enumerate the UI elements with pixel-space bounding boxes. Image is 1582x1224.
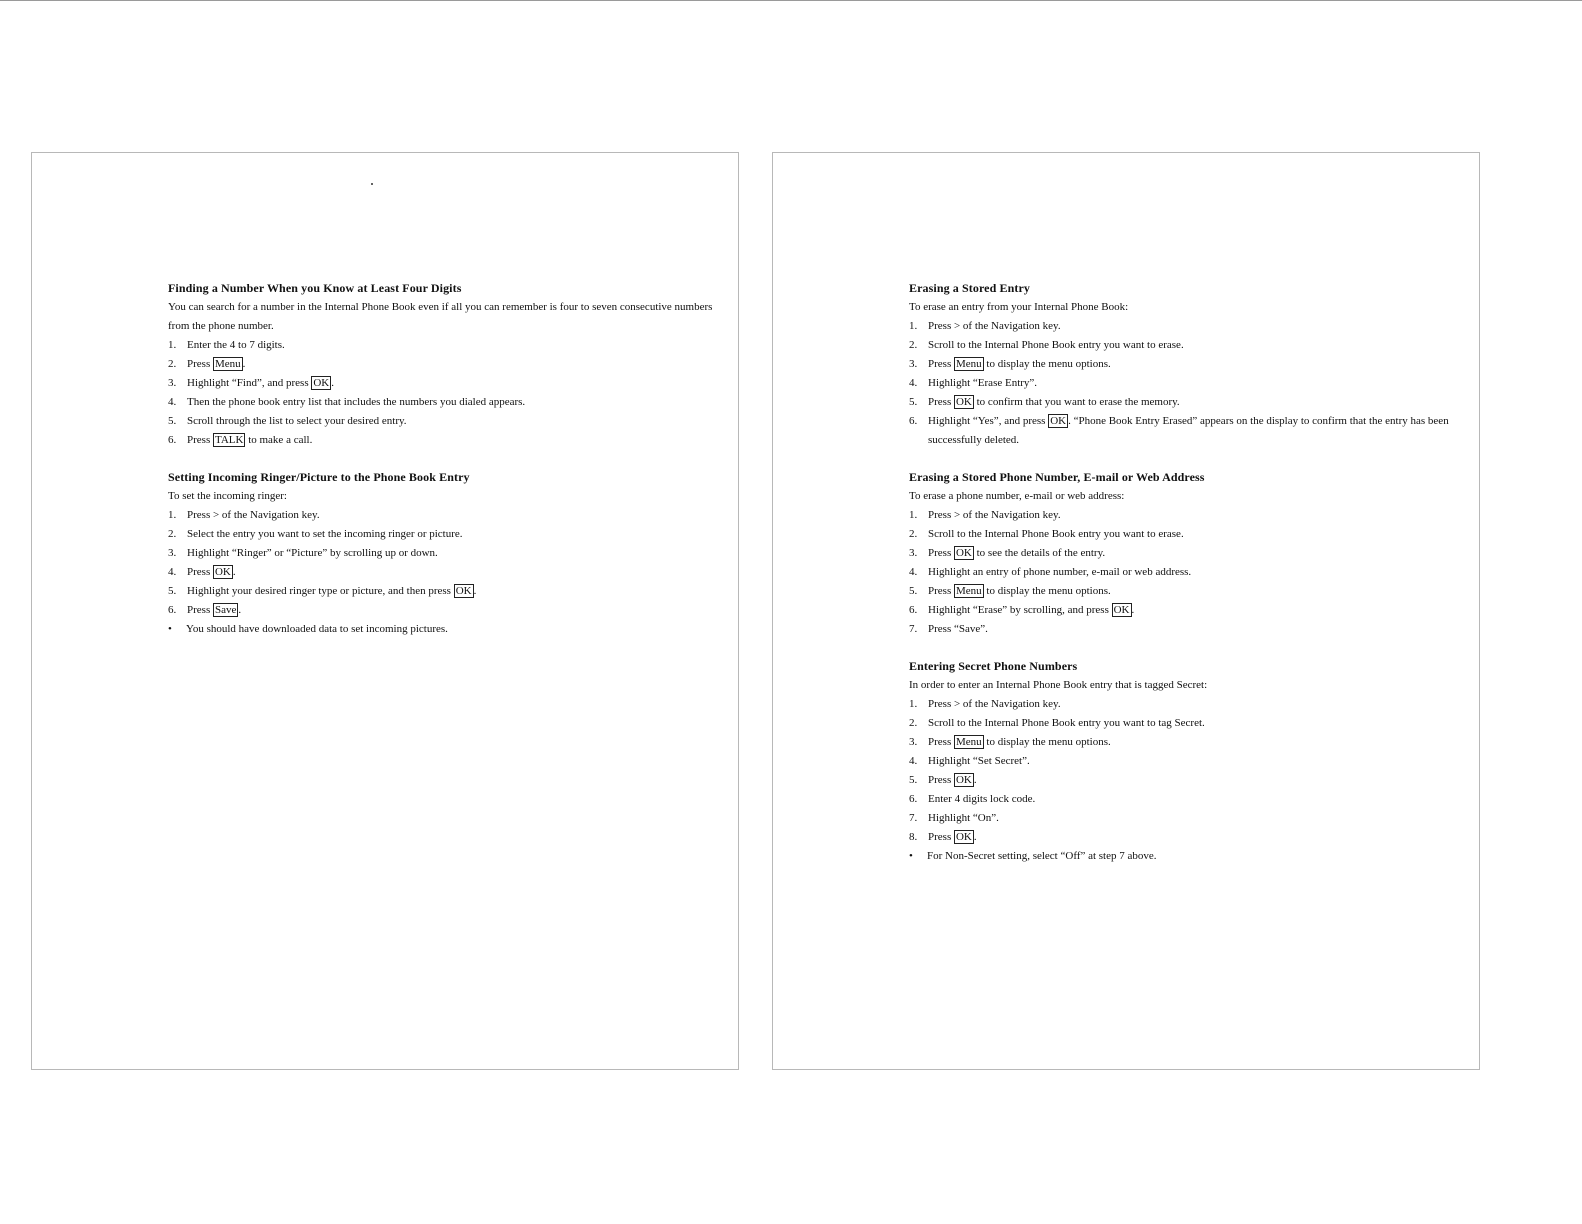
step-text	[187, 506, 728, 525]
step-text	[928, 771, 1469, 790]
step-text-before: Press	[187, 566, 213, 578]
list-item	[168, 544, 728, 563]
step-text-after: .	[1131, 604, 1135, 616]
key-label: OK	[1050, 415, 1067, 427]
section-heading: Setting Incoming Ringer/Picture to the Phone Book Entry	[168, 470, 470, 484]
step-text-before: Scroll to the Internal Phone Book entry you want to erase.	[928, 528, 1184, 540]
step-text	[187, 412, 728, 431]
step-text	[928, 790, 1469, 809]
key-label: OK	[955, 547, 972, 559]
step-text	[928, 620, 1469, 639]
list-item	[909, 412, 1469, 450]
left-page	[31, 152, 739, 1070]
list-item	[168, 525, 728, 544]
list-item	[168, 412, 728, 431]
step-text-before: Press	[928, 358, 954, 370]
step-text-after: .	[242, 358, 246, 370]
section	[909, 279, 1469, 450]
list-item	[909, 506, 1469, 525]
list-item	[168, 601, 728, 620]
step-text	[928, 374, 1469, 393]
step-text-before: Highlight “Yes”, and press	[928, 415, 1049, 427]
step-text	[187, 355, 728, 374]
step-text-after: to see the details of the entry.	[973, 547, 1106, 559]
key-label: Save	[214, 604, 237, 616]
step-text-before: Press	[928, 774, 954, 786]
step-text-before: Press	[928, 736, 954, 748]
step-text-before: Highlight “Erase” by scrolling, and press	[928, 604, 1112, 616]
list-item	[909, 733, 1469, 752]
bullet-list	[909, 847, 1469, 866]
step-number: 2.	[909, 717, 918, 729]
key-label: OK	[214, 566, 231, 578]
step-text-before: Enter the 4 to 7 digits.	[187, 339, 285, 351]
step-text-before: Enter 4 digits lock code.	[928, 793, 1036, 805]
step-number: 4.	[909, 377, 918, 389]
step-text-before: Highlight “Erase Entry”.	[928, 377, 1038, 389]
bullet-list	[168, 620, 728, 639]
list-item	[909, 582, 1469, 601]
section-heading: Entering Secret Phone Numbers	[909, 659, 1078, 673]
list-item	[909, 544, 1469, 563]
step-text	[928, 355, 1469, 374]
step-list	[909, 695, 1469, 847]
step-text-after: .	[473, 585, 477, 597]
step-text-after: .	[331, 377, 334, 389]
list-item	[909, 752, 1469, 771]
key-label: OK	[1113, 604, 1130, 616]
step-list	[909, 317, 1469, 450]
key-label: Menu	[955, 358, 982, 370]
step-text	[928, 393, 1469, 412]
step-text	[928, 544, 1469, 563]
list-item	[168, 563, 728, 582]
step-text	[928, 582, 1469, 601]
list-item	[168, 582, 728, 601]
step-text-before: Scroll to the Internal Phone Book entry you want to erase.	[928, 339, 1184, 351]
step-number: 5.	[909, 585, 918, 597]
section-heading: Finding a Number When you Know at Least Four Digits	[168, 281, 462, 295]
step-number: 3.	[168, 547, 177, 559]
list-item	[909, 355, 1469, 374]
step-text-before: Press	[187, 358, 213, 370]
step-number: 3.	[909, 358, 918, 370]
step-number: 1.	[909, 698, 918, 710]
step-text-after: .	[232, 566, 236, 578]
section-heading: Erasing a Stored Entry	[909, 281, 1030, 295]
bullet-item	[909, 847, 1469, 866]
list-item	[909, 695, 1469, 714]
list-item	[909, 809, 1469, 828]
step-number: 6.	[909, 793, 918, 805]
section-intro: To erase an entry from your Internal Phone Book:	[909, 301, 1129, 313]
step-text	[187, 563, 728, 582]
step-text-before: Highlight an entry of phone number, e-mail or web address.	[928, 566, 1192, 578]
list-item	[909, 317, 1469, 336]
step-text	[928, 506, 1469, 525]
step-number: 1.	[909, 509, 918, 521]
step-text	[928, 809, 1469, 828]
section-intro: In order to enter an Internal Phone Book entry that is tagged Secret:	[909, 679, 1208, 691]
step-text-before: Press > of the Navigation key.	[928, 698, 1061, 710]
step-number: 3.	[909, 736, 918, 748]
step-text	[187, 336, 728, 355]
key-label: TALK	[214, 434, 244, 446]
section-intro: To erase a phone number, e-mail or web address:	[909, 490, 1125, 502]
key-label: OK	[313, 377, 330, 389]
key-label: Menu	[214, 358, 241, 370]
list-item	[909, 828, 1469, 847]
list-item	[909, 620, 1469, 639]
step-text-after: .	[973, 831, 977, 843]
left-page-content	[168, 279, 728, 657]
list-item	[909, 374, 1469, 393]
list-item	[909, 601, 1469, 620]
step-text-after: to display the menu options.	[983, 358, 1111, 370]
step-text	[187, 544, 728, 563]
step-number: 6.	[168, 604, 177, 616]
step-number: 6.	[168, 434, 177, 446]
step-number: 2.	[168, 528, 177, 540]
step-text-before: Select the entry you want to set the incoming ringer or picture.	[187, 528, 463, 540]
key-label: Menu	[955, 585, 982, 597]
step-text	[928, 563, 1469, 582]
list-item	[168, 336, 728, 355]
section	[168, 279, 728, 450]
bullet-text: You should have downloaded data to set incoming pictures.	[186, 623, 448, 635]
step-number: 7.	[909, 812, 918, 824]
step-number: 6.	[909, 415, 918, 427]
list-item	[909, 525, 1469, 544]
bullet-mark: •	[168, 623, 172, 635]
step-text-after: . “Phone Book Entry Erased” appears on the display to confirm that the entry has been successfully deleted.	[928, 415, 1449, 446]
step-text	[187, 374, 728, 393]
step-text-before: Highlight your desired ringer type or picture, and then press	[187, 585, 454, 597]
stray-dot	[371, 183, 373, 185]
step-text-before: Scroll through the list to select your desired entry.	[187, 415, 407, 427]
step-text-before: Press	[928, 831, 954, 843]
list-item	[909, 563, 1469, 582]
step-list	[168, 336, 728, 450]
section	[909, 657, 1469, 866]
step-text	[187, 601, 728, 620]
step-number: 1.	[909, 320, 918, 332]
step-number: 1.	[168, 509, 177, 521]
step-text-after: to display the menu options.	[983, 585, 1111, 597]
step-text	[928, 525, 1469, 544]
step-text	[928, 601, 1469, 620]
step-number: 2.	[909, 528, 918, 540]
step-text-after: to make a call.	[245, 434, 313, 446]
step-number: 8.	[909, 831, 918, 843]
step-number: 4.	[909, 755, 918, 767]
step-text-before: Press	[187, 434, 213, 446]
list-item	[909, 790, 1469, 809]
step-text	[928, 412, 1469, 450]
list-item	[909, 393, 1469, 412]
step-text-after: .	[973, 774, 977, 786]
list-item	[909, 336, 1469, 355]
step-list	[168, 506, 728, 620]
list-item	[909, 714, 1469, 733]
step-text-before: Press	[928, 547, 954, 559]
bullet-item	[168, 620, 728, 639]
step-text-before: Press	[928, 396, 954, 408]
step-text-before: Highlight “Ringer” or “Picture” by scrolling up or down.	[187, 547, 438, 559]
step-text	[187, 582, 728, 601]
key-label: Menu	[955, 736, 982, 748]
step-text-before: Press > of the Navigation key.	[928, 509, 1061, 521]
step-text	[187, 431, 728, 450]
step-number: 4.	[168, 566, 177, 578]
section	[909, 468, 1469, 639]
top-rule	[0, 0, 1582, 1]
right-page	[772, 152, 1480, 1070]
bullet-text: For Non-Secret setting, select “Off” at step 7 above.	[927, 850, 1157, 862]
section-intro: To set the incoming ringer:	[168, 490, 287, 502]
key-label: OK	[955, 774, 972, 786]
step-list	[909, 506, 1469, 639]
step-text-before: Highlight “Set Secret”.	[928, 755, 1030, 767]
list-item	[168, 393, 728, 412]
right-page-content	[909, 279, 1469, 884]
section	[168, 468, 728, 639]
step-text-before: Press > of the Navigation key.	[187, 509, 320, 521]
step-number: 5.	[909, 774, 918, 786]
step-number: 7.	[909, 623, 918, 635]
step-text-before: Press “Save”.	[928, 623, 988, 635]
step-text	[928, 752, 1469, 771]
step-text	[928, 714, 1469, 733]
step-text-before: Highlight “Find”, and press	[187, 377, 312, 389]
step-text-before: Press	[187, 604, 213, 616]
key-label: OK	[955, 396, 972, 408]
step-text-after: .	[238, 604, 242, 616]
step-number: 1.	[168, 339, 177, 351]
step-text-before: Press > of the Navigation key.	[928, 320, 1061, 332]
step-number: 5.	[909, 396, 918, 408]
step-text-before: Then the phone book entry list that includes the numbers you dialed appears.	[187, 396, 526, 408]
step-text	[928, 733, 1469, 752]
step-text-before: Press	[928, 585, 954, 597]
step-text-after: to display the menu options.	[983, 736, 1111, 748]
list-item	[168, 374, 728, 393]
step-text-after: to confirm that you want to erase the memory.	[973, 396, 1180, 408]
list-item	[168, 506, 728, 525]
step-text	[187, 525, 728, 544]
step-text-before: Scroll to the Internal Phone Book entry you want to tag Secret.	[928, 717, 1205, 729]
list-item	[168, 355, 728, 374]
key-label: OK	[955, 831, 972, 843]
step-number: 2.	[168, 358, 177, 370]
section-heading: Erasing a Stored Phone Number, E-mail or Web Address	[909, 470, 1205, 484]
step-number: 3.	[168, 377, 177, 389]
step-number: 4.	[168, 396, 177, 408]
step-text	[187, 393, 728, 412]
key-label: OK	[455, 585, 472, 597]
step-number: 6.	[909, 604, 918, 616]
step-number: 2.	[909, 339, 918, 351]
step-text	[928, 695, 1469, 714]
bullet-mark: •	[909, 850, 913, 862]
step-text	[928, 317, 1469, 336]
step-number: 5.	[168, 415, 177, 427]
step-number: 4.	[909, 566, 918, 578]
step-text-before: Highlight “On”.	[928, 812, 999, 824]
step-number: 5.	[168, 585, 177, 597]
step-text	[928, 336, 1469, 355]
list-item	[909, 771, 1469, 790]
step-number: 3.	[909, 547, 918, 559]
step-text	[928, 828, 1469, 847]
list-item	[168, 431, 728, 450]
section-intro: You can search for a number in the Internal Phone Book even if all you can remember is four to seven consecutive numbers from the phone number.	[168, 301, 713, 332]
